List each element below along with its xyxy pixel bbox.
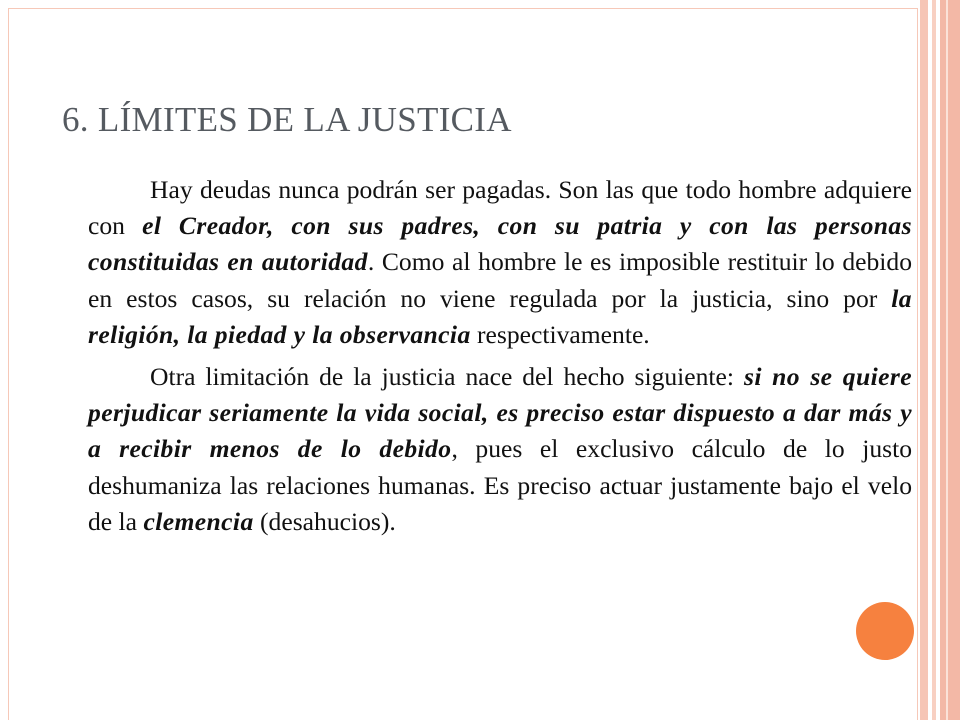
paragraph-text: . Como al hombre le es imposible restituir lo debido en estos casos, su relación no viene regulada por la justicia, sino por: [88, 247, 912, 313]
decorative-stripe: [940, 0, 960, 720]
slide-title: 6. LÍMITES DE LA JUSTICIA: [62, 100, 512, 139]
paragraph-text: respectivamente.: [470, 319, 650, 349]
emphasis-text: clemencia: [143, 506, 254, 536]
slide-body: [88, 172, 912, 546]
paragraph-debts: [88, 172, 912, 353]
paragraph-text: Hay deudas nunca podrán ser pagadas. Son las que todo hombre adquiere con: [88, 175, 912, 241]
decorative-stripe: [920, 0, 928, 720]
paragraph-limitation: [88, 359, 912, 540]
paragraph-text: Otra limitación de la justicia nace del hecho siguiente:: [150, 362, 744, 392]
emphasis-text: el Creador, con sus padres, con su patria y con las personas constituidas en autoridad: [88, 211, 912, 277]
orange-accent-circle: [856, 602, 914, 660]
emphasis-text: si no se quiere perjudicar seriamente la vida social, es preciso estar dispuesto a dar más y a recibir menos de lo debido: [88, 362, 912, 464]
decorative-stripe: [946, 0, 948, 720]
paragraph-text: , pues el exclusivo cálculo de lo justo deshumaniza las relaciones humanas. Es preciso actuar justamente bajo el velo de la: [88, 434, 912, 536]
decorative-stripe: [932, 0, 936, 720]
emphasis-text: la religión, la piedad y la observancia: [88, 283, 912, 349]
paragraph-text: (desahucios).: [253, 506, 396, 536]
